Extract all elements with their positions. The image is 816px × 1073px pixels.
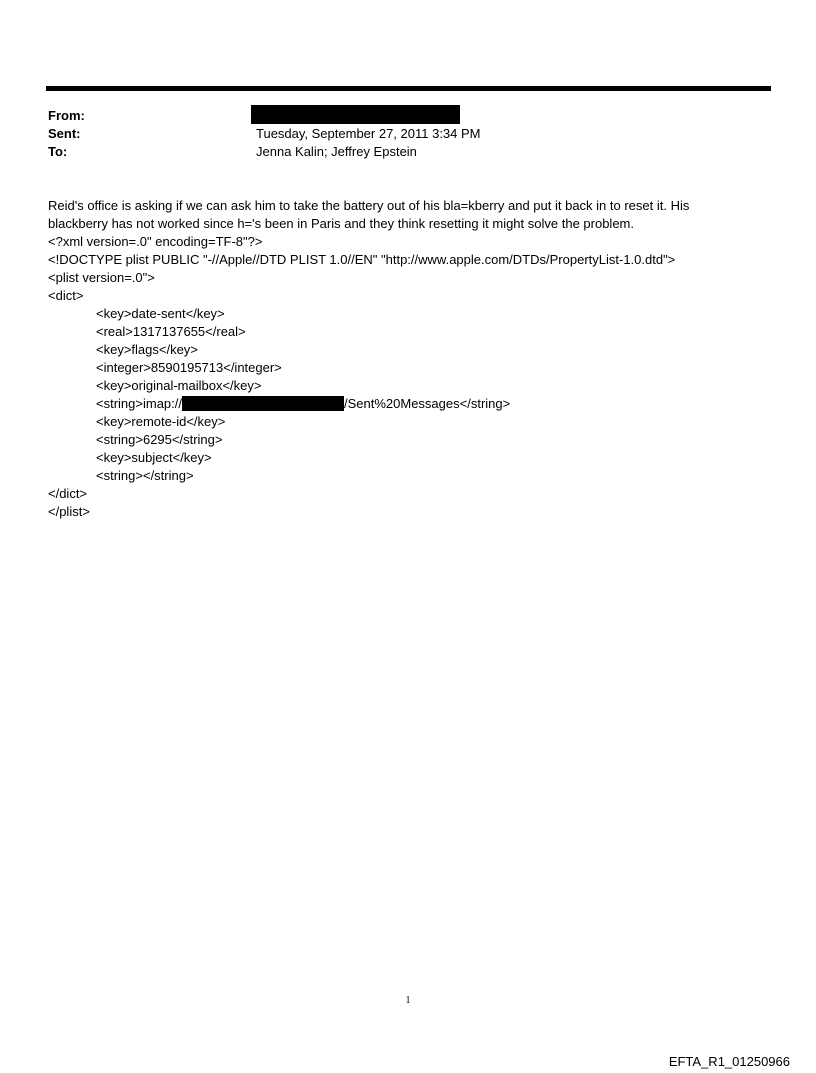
bates-number: EFTA_R1_01250966	[668, 1054, 790, 1069]
body-line: <?xml version=.0" encoding=TF-8"?>	[48, 234, 263, 249]
dict-line: <key>date-sent</key>	[96, 306, 225, 321]
from-label: From:	[48, 108, 85, 123]
dict-line: <string>6295</string>	[96, 432, 223, 447]
mailbox-prefix: <string>imap://	[96, 396, 182, 411]
header-divider	[46, 86, 771, 91]
dict-line: <integer>8590195713</integer>	[96, 360, 282, 375]
closing-line: </dict>	[48, 486, 88, 501]
body-line: <dict>	[48, 288, 84, 303]
body-line: <plist version=.0">	[48, 270, 155, 285]
body-line: blackberry has not worked since h='s been in Paris and they think resetting it might solve the problem.	[48, 216, 634, 231]
dict-line: <string></string>	[96, 468, 194, 483]
to-value: Jenna Kalin; Jeffrey Epstein	[256, 144, 417, 159]
dict-line: <key>original-mailbox</key>	[96, 378, 262, 393]
sent-label: Sent:	[48, 126, 81, 141]
body-line: Reid's office is asking if we can ask him to take the battery out of his bla=kberry and put it back in to reset it. His	[48, 198, 690, 213]
dict-line: <key>remote-id</key>	[96, 414, 226, 429]
dict-line: <real>1317137655</real>	[96, 324, 246, 339]
mailbox-redaction	[182, 396, 344, 411]
sent-value: Tuesday, September 27, 2011 3:34 PM	[256, 126, 481, 141]
mailbox-suffix: /Sent%20Messages</string>	[344, 396, 511, 411]
dict-line: <key>subject</key>	[96, 450, 212, 465]
dict-line: <key>flags</key>	[96, 342, 198, 357]
from-redaction	[251, 105, 460, 124]
body-line: <!DOCTYPE plist PUBLIC "-//Apple//DTD PLIST 1.0//EN" "http://www.apple.com/DTDs/PropertyList-1.0.dtd">	[48, 252, 676, 267]
mailbox-line	[48, 395, 748, 413]
email-body	[48, 197, 748, 521]
to-label: To:	[48, 144, 68, 159]
closing-line: </plist>	[48, 504, 90, 519]
page-number: 1	[405, 995, 411, 1006]
